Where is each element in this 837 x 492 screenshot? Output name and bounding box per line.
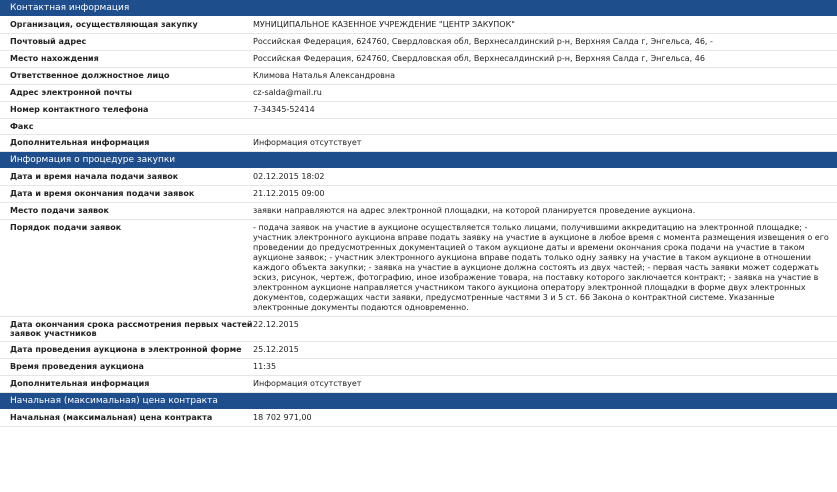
section-price <box>0 393 837 427</box>
field-label: Почтовый адрес <box>10 37 87 46</box>
info-row <box>0 359 837 376</box>
field-label: Порядок подачи заявок <box>10 223 122 232</box>
field-label: Дата и время окончания подачи заявок <box>10 189 195 198</box>
info-row <box>0 68 837 85</box>
info-row <box>0 51 837 68</box>
field-value: 7-34345-52414 <box>253 105 315 114</box>
field-value: 25.12.2015 <box>253 345 299 354</box>
field-value: 18 702 971,00 <box>253 413 312 422</box>
section-contact <box>0 0 837 152</box>
section-header-contact: Контактная информация <box>0 0 837 17</box>
info-row <box>0 342 837 359</box>
field-label: Факс <box>10 122 34 131</box>
field-label: Дополнительная информация <box>10 379 150 388</box>
field-value: 21.12.2015 09:00 <box>253 189 325 198</box>
field-value: МУНИЦИПАЛЬНОЕ КАЗЕННОЕ УЧРЕЖДЕНИЕ "ЦЕНТР ЗАКУПОК" <box>253 20 515 29</box>
info-row <box>0 17 837 34</box>
email-link[interactable]: cz-salda@mail.ru <box>253 88 322 97</box>
section-header-price: Начальная (максимальная) цена контракта <box>0 393 837 410</box>
field-value: Информация отсутствует <box>253 379 362 388</box>
field-label: Начальная (максимальная) цена контракта <box>10 413 213 422</box>
field-value: 02.12.2015 18:02 <box>253 172 325 181</box>
field-value: заявки направляются на адрес электронной площадки, на которой планируется проведение аукциона. <box>253 206 696 215</box>
section-header-procedure: Информация о процедуре закупки <box>0 152 837 169</box>
info-row <box>0 85 837 102</box>
info-row <box>0 203 837 220</box>
info-row <box>0 135 837 152</box>
field-label: Дата и время начала подачи заявок <box>10 172 179 181</box>
info-row <box>0 169 837 186</box>
info-row <box>0 376 837 393</box>
info-row <box>0 317 837 342</box>
info-row <box>0 34 837 51</box>
field-label: Номер контактного телефона <box>10 105 149 114</box>
info-row <box>0 220 837 317</box>
section-procedure <box>0 152 837 393</box>
field-label: Место подачи заявок <box>10 206 109 215</box>
field-label: Дата окончания срока рассмотрения первых частей заявок участников <box>10 320 253 338</box>
field-value: Информация отсутствует <box>253 138 362 147</box>
info-row <box>0 410 837 427</box>
field-label: Адрес электронной почты <box>10 88 132 97</box>
field-value: 22.12.2015 <box>253 320 299 329</box>
info-row <box>0 119 837 135</box>
field-value: Российская Федерация, 624760, Свердловская обл, Верхнесалдинский р-н, Верхняя Салда г, Энгельса, 46, - <box>253 37 713 46</box>
field-label: Дата проведения аукциона в электронной форме <box>10 345 242 354</box>
field-value: Российская Федерация, 624760, Свердловская обл, Верхнесалдинский р-н, Верхняя Салда г, Энгельса, 46 <box>253 54 705 63</box>
field-label: Дополнительная информация <box>10 138 150 147</box>
field-value: Климова Наталья Александровна <box>253 71 395 80</box>
field-value <box>253 119 837 134</box>
info-row <box>0 102 837 119</box>
info-row <box>0 186 837 203</box>
field-value: 11:35 <box>253 362 277 371</box>
field-label: Организация, осуществляющая закупку <box>10 20 198 29</box>
field-label: Время проведения аукциона <box>10 362 144 371</box>
field-value: - подача заявок на участие в аукционе осуществляется только лицами, получившими аккредитацию на электронной площадке; - участник электронного аукциона вправе подать заявку на участие в аукционе в любое время с момента размещения извещения о его проведении до предусмотренных документацией о таком аукционе даты и времени окончания срока подачи на участие в таком аукционе заявок; - участник электронного аукциона вправе подать только одну заявку на участие в таком аукционе в отношении каждого объекта закупки; - заявка на участие в аукционе должна состоять из двух частей; - первая часть заявки может содержать эскиз, рисунок, чертеж, фотографию, иное изображение товара, на поставку которого заключается контракт; - заявка на участие в электронном аукционе направляется участником такого аукциона оператору электронной площадки в форме двух электронных документов, содержащих части заявки, предусмотренные частями 3 и 5 ст. 66 Закона о контрактной системе. Указанные электронные документы подаются одновременно. <box>253 223 829 312</box>
field-label: Ответственное должностное лицо <box>10 71 170 80</box>
field-label: Место нахождения <box>10 54 99 63</box>
